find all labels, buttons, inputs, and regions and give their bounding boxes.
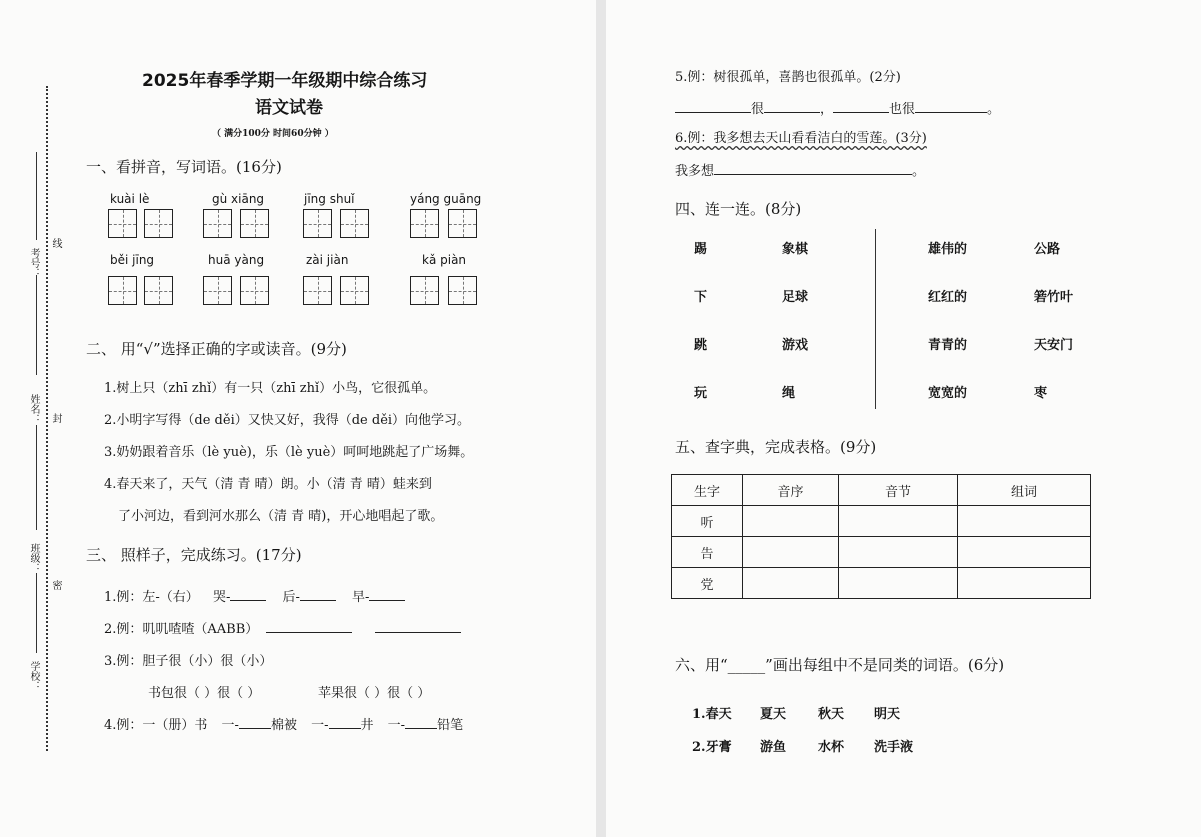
s3-e4-prefix: 一- (387, 718, 406, 733)
writing-box[interactable] (144, 209, 173, 238)
xingming-blank (36, 425, 37, 530)
s3-e4-item: 井 (360, 718, 374, 733)
s3-e1-item: 后- (282, 590, 300, 605)
answer-blank[interactable] (714, 162, 912, 175)
s2-question-4: 4.春天来了，天气（清 青 晴）朗。小（清 青 晴）蛙来到 (104, 477, 432, 492)
q5-answer-line (675, 98, 1000, 117)
table-cell-blank[interactable] (839, 568, 958, 599)
table-cell-blank[interactable] (958, 506, 1091, 537)
pinyin-3: jīng shuǐ (304, 192, 355, 206)
table-cell-blank[interactable] (743, 506, 839, 537)
sidebar-banji-label: 班级： (28, 543, 39, 573)
pinyin-5: běi jīng (110, 253, 155, 267)
table-header-row (672, 475, 1091, 506)
s6-group-word[interactable]: 2.牙膏 (692, 740, 732, 755)
table-cell-char: 党 (672, 568, 743, 599)
s3-example-4 (104, 714, 463, 733)
table-header: 音序 (743, 475, 839, 506)
answer-blank[interactable] (300, 588, 336, 601)
table-cell-blank[interactable] (958, 568, 1091, 599)
s3-e1-item: 哭- (212, 590, 231, 605)
section-6-heading: 六、用“_____”画出每组中不是同类的词语。(6分) (675, 656, 1005, 674)
answer-blank[interactable] (329, 716, 361, 729)
match-right-word[interactable]: 绳 (782, 386, 796, 401)
writing-box[interactable] (144, 276, 173, 305)
s2-question-2: 2.小明字写得（de děi）又快又好，我得（de děi）向他学习。 (104, 413, 471, 428)
section-4-heading: 四、连一连。(8分) (675, 200, 802, 218)
table-row (672, 537, 1091, 568)
table-row (672, 506, 1091, 537)
writing-box[interactable] (410, 209, 439, 238)
section-5-heading: 五、查字典，完成表格。(9分) (675, 438, 877, 456)
sidebar-xuexiao-label: 学校： (28, 661, 39, 691)
sidebar-mi: 密 (50, 580, 61, 590)
table-cell-blank[interactable] (743, 537, 839, 568)
table-row (672, 568, 1091, 599)
pinyin-2: gù xiāng (212, 192, 265, 206)
match-adjective[interactable]: 红红的 (928, 290, 968, 305)
answer-blank[interactable] (764, 100, 820, 113)
writing-box[interactable] (303, 209, 332, 238)
answer-blank[interactable] (675, 100, 751, 113)
right-page (606, 0, 1201, 837)
match-right-word[interactable]: 象棋 (782, 242, 809, 257)
s3-e3-item-a: 书包很（ ）很（ ） (148, 686, 261, 701)
writing-box[interactable] (203, 209, 232, 238)
sidebar-feng: 封 (50, 413, 61, 423)
q5-hen: 很 (751, 102, 765, 117)
s3-e3-item-b: 苹果很（ ）很（ ） (318, 686, 431, 701)
match-left-word[interactable]: 玩 (694, 386, 708, 401)
answer-blank[interactable] (369, 588, 405, 601)
q5-end: 。 (987, 102, 1001, 117)
s3-e4-item: 铅笔 (437, 718, 464, 733)
answer-blank[interactable] (915, 100, 987, 113)
match-left-word[interactable]: 踢 (694, 242, 708, 257)
match-left-word[interactable]: 下 (694, 290, 708, 305)
table-cell-char: 听 (672, 506, 743, 537)
s3-e4-item: 棉被 (270, 718, 297, 733)
s3-e4-label: 4.例：一（册）书 (104, 718, 208, 733)
matching-divider (875, 229, 876, 409)
q5-comma: ， (820, 102, 834, 117)
answer-blank[interactable] (405, 716, 437, 729)
writing-box[interactable] (203, 276, 232, 305)
answer-blank[interactable] (230, 588, 266, 601)
match-noun[interactable]: 枣 (1034, 386, 1048, 401)
pinyin-6: huā yàng (208, 253, 265, 267)
pinyin-1: kuài lè (110, 192, 150, 206)
q6-start: 我多想 (675, 164, 715, 179)
writing-box[interactable] (303, 276, 332, 305)
writing-box[interactable] (240, 276, 269, 305)
table-header: 音节 (839, 475, 958, 506)
q6-example: 6.例：我多想去天山看看洁白的雪莲。(3分) (675, 131, 927, 146)
match-adjective[interactable]: 宽宽的 (928, 386, 968, 401)
s3-example-1 (104, 586, 405, 605)
answer-blank[interactable] (239, 716, 271, 729)
sidebar-xian: 线 (50, 238, 61, 248)
section-2-heading: 二、 用“√”选择正确的字或读音。(9分) (86, 340, 347, 358)
match-adjective[interactable]: 雄伟的 (928, 242, 968, 257)
table-cell-blank[interactable] (958, 537, 1091, 568)
s3-e1-label: 1.例：左-（右） (104, 590, 199, 605)
writing-box[interactable] (240, 209, 269, 238)
s3-e4-prefix: 一- (311, 718, 329, 733)
writing-box[interactable] (108, 209, 137, 238)
s6-group-word[interactable]: 夏天 (760, 707, 787, 722)
writing-box[interactable] (410, 276, 439, 305)
table-cell-blank[interactable] (743, 568, 839, 599)
writing-box[interactable] (448, 276, 477, 305)
section-1-heading: 一、看拼音，写词语。(16分) (86, 158, 282, 176)
banji-blank (36, 573, 37, 653)
s2-question-1: 1.树上只（zhī zhǐ）有一只（zhī zhǐ）小鸟，它很孤单。 (104, 381, 437, 396)
left-page (0, 0, 596, 837)
table-header: 生字 (672, 475, 743, 506)
table-cell-blank[interactable] (839, 506, 958, 537)
kaohao-blank (36, 152, 37, 240)
s6-group-word[interactable]: 游鱼 (760, 740, 787, 755)
answer-blank[interactable] (266, 620, 352, 633)
match-noun[interactable]: 天安门 (1034, 338, 1074, 353)
s3-e2-label: 2.例：叽叽喳喳（AABB） (104, 622, 259, 637)
match-left-word[interactable]: 跳 (694, 338, 708, 353)
match-noun[interactable]: 公路 (1034, 242, 1061, 257)
match-right-word[interactable]: 游戏 (782, 338, 809, 353)
writing-box[interactable] (340, 209, 369, 238)
q6-answer-line (675, 160, 925, 179)
match-adjective[interactable]: 青青的 (928, 338, 968, 353)
answer-blank[interactable] (375, 620, 461, 633)
pinyin-8: kǎ piàn (422, 253, 467, 267)
s6-group-word[interactable]: 明天 (874, 707, 901, 722)
table-cell-char: 告 (672, 537, 743, 568)
answer-blank[interactable] (833, 100, 889, 113)
match-right-word[interactable]: 足球 (782, 290, 809, 305)
table-cell-blank[interactable] (839, 537, 958, 568)
s3-example-2 (104, 618, 461, 637)
writing-box[interactable] (340, 276, 369, 305)
q5-yehen: 也很 (889, 102, 916, 117)
s6-group-word[interactable]: 洗手液 (874, 740, 914, 755)
s3-e1-item: 早- (352, 590, 370, 605)
exam-info: （ 满分100分 时间60分钟 ） (212, 129, 334, 139)
sidebar-kaohao-label: 考号： (28, 248, 39, 278)
q6-end: 。 (912, 164, 926, 179)
s2-question-3: 3.奶奶跟着音乐（lè yuè)，乐（lè yuè）呵呵地跳起了广场舞。 (104, 445, 474, 460)
writing-box[interactable] (108, 276, 137, 305)
s6-group-word[interactable]: 水杯 (818, 740, 845, 755)
table-header: 组词 (958, 475, 1091, 506)
s6-group-word[interactable]: 秋天 (818, 707, 845, 722)
page-subtitle: 语文试卷 (255, 98, 323, 118)
pinyin-7: zài jiàn (306, 253, 349, 267)
kaohao-blank-2 (36, 275, 37, 375)
s2-question-4-cont: 了小河边，看到河水那么（清 青 晴)，开心地唱起了歌。 (118, 509, 444, 524)
writing-box[interactable] (448, 209, 477, 238)
q5-example: 5.例：树很孤单，喜鹊也很孤单。(2分) (675, 70, 901, 85)
page-title: 2025年春季学期一年级期中综合练习 (142, 71, 428, 91)
sidebar-xingming-label: 姓名： (28, 394, 39, 424)
s3-e4-prefix: 一- (221, 718, 239, 733)
s6-group-word[interactable]: 1.春天 (692, 707, 732, 722)
section-3-heading: 三、 照样子，完成练习。(17分) (86, 546, 302, 564)
s3-example-3: 3.例：胆子很（小）很（小） (104, 654, 273, 669)
pinyin-4: yáng guāng (410, 192, 482, 206)
dictionary-table (671, 474, 1091, 599)
match-noun[interactable]: 箬竹叶 (1034, 290, 1074, 305)
